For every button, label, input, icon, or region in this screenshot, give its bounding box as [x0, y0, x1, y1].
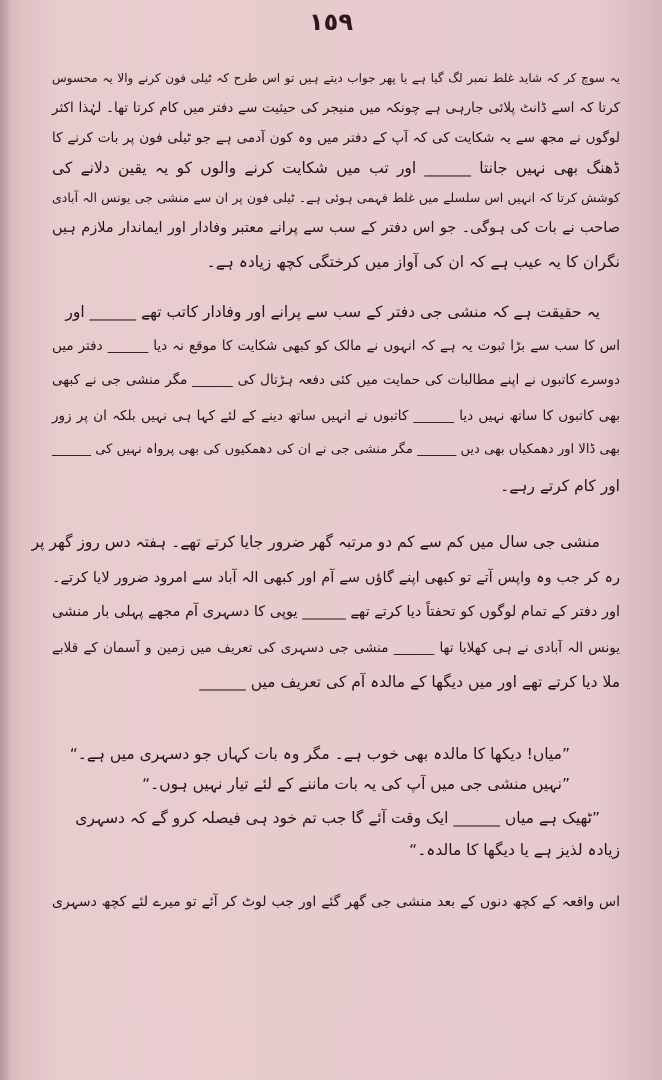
text-line-12: بھی ڈالا اور دھمکیاں بھی دیں ______ مگر منشی جی نے ان کی دھمکیوں کی بھی پرواہ نہیں کی ______ [52, 442, 620, 457]
dialogue-line-4: زیادہ لذیز ہے یا دیگھا کا مالدہ۔“ [409, 841, 620, 859]
dialogue-line-1: ”میاں! دیکھا کا مالدہ بھی خوب ہے۔ مگر وہ بات کہاں جو دسہری میں ہے۔“ [69, 745, 570, 763]
page-binding-edge [0, 0, 10, 1080]
dialogue-line-2: ”نہیں منشی جی میں آپ کی یہ بات ماننے کے لئے تیار نہیں ہوں۔“ [142, 775, 570, 793]
text-line-6: صاحب نے بات کی ہوگی۔ جو اس دفتر کے سب سے پرانے معتبر وفادار اور ایماندار ملازم ہیں [52, 220, 620, 236]
text-line-last: اس واقعہ کے کچھ دنوں کے بعد منشی جی گھر گئے اور جب لوٹ کر آئے تو میرے لئے کچھ دسہری [52, 894, 620, 910]
text-line-14: منشی جی سال میں کم سے کم دو مرتبہ گھر ضرور جایا کرتے تھے۔ ہفتہ دس روز گھر پر [31, 533, 600, 551]
text-line-18: ملا دیا کرتے تھے اور میں دیگھا کے مالدہ آم کی تعریف میں ______ [199, 673, 620, 691]
text-line-5: کوشش کرتا کہ انہیں اس سلسلے میں غلط فہمی ہوئی ہے۔ ٹیلی فون پر ان سے منشی جی یونس الہ آبادی [52, 190, 620, 205]
text-line-1: یہ سوچ کر کہ شاید غلط نمبر لگ گیا ہے یا پھر جواب دیتے ہیں تو اس طرح کہ ٹیلی فون کرنے والا یہ محسوس [52, 71, 620, 85]
text-line-11: بھی کاتبوں کا ساتھ نہیں دیا ______ کاتبوں نے انہیں ساتھ دینے کے لئے کہا ہی نہیں بلکہ ان پر زور [52, 408, 620, 424]
text-line-17: یونس الہ آبادی نے ہی کھلایا تھا ______ منشی جی دسہری کی تعریف میں زمین و آسمان کے قلابے [52, 640, 620, 656]
text-line-7: نگران کا یہ عیب ہے کہ ان کی آواز میں کرختگی کچھ زیادہ ہے۔ [206, 253, 620, 271]
page-number: ١٥٩ [309, 8, 353, 36]
text-line-16: اور دفتر کے تمام لوگوں کو تحفتاً دیا کرتے تھے ______ یوپی کا دسہری آم مجھے پہلی بار منشی [52, 604, 620, 620]
text-line-10: دوسرے کاتبوں نے اپنے مطالبات کی حمایت میں کئی دفعہ ہڑتال کی ______ مگر منشی جی نے کبھی [52, 372, 620, 388]
text-line-8: یہ حقیقت ہے کہ منشی جی دفتر کے سب سے پرانے اور وفادار کاتب تھے ______ اور [65, 303, 600, 321]
text-line-2: کرتا کہ اسے ڈانٹ پلائی جارہی ہے چونکہ میں منیجر کی حیثیت سے دفتر میں کام کرتا تھا۔ لہٰذا اکثر [52, 100, 620, 116]
dialogue-line-3: ”ٹھیک ہے میاں ______ ایک وقت آئے گا جب تم خود ہی فیصلہ کرو گے کہ دسہری [75, 809, 600, 827]
text-line-15: رہ کر جب وہ واپس آتے تو کبھی اپنے گاؤں سے آم اور کبھی الہ آباد سے امرود ضرور لایا کرتے۔ [52, 570, 620, 586]
text-line-9: اس کا سب سے بڑا ثبوت یہ ہے کہ انہوں نے مالک کو کبھی شکایت کا موقع نہ دیا ______ دفتر میں [52, 338, 620, 354]
text-line-3: لوگوں نے مجھ سے یہ شکایت کی کہ آپ کے دفتر میں وہ کون آدمی ہے جو ٹیلی فون پر بات کرنے کا [52, 130, 620, 146]
text-line-4: ڈھنگ بھی نہیں جانتا ______ اور تب میں شکایت کرنے والوں کو یہ یقین دلانے کی [52, 159, 620, 177]
text-line-13: اور کام کرتے رہے۔ [500, 477, 620, 495]
